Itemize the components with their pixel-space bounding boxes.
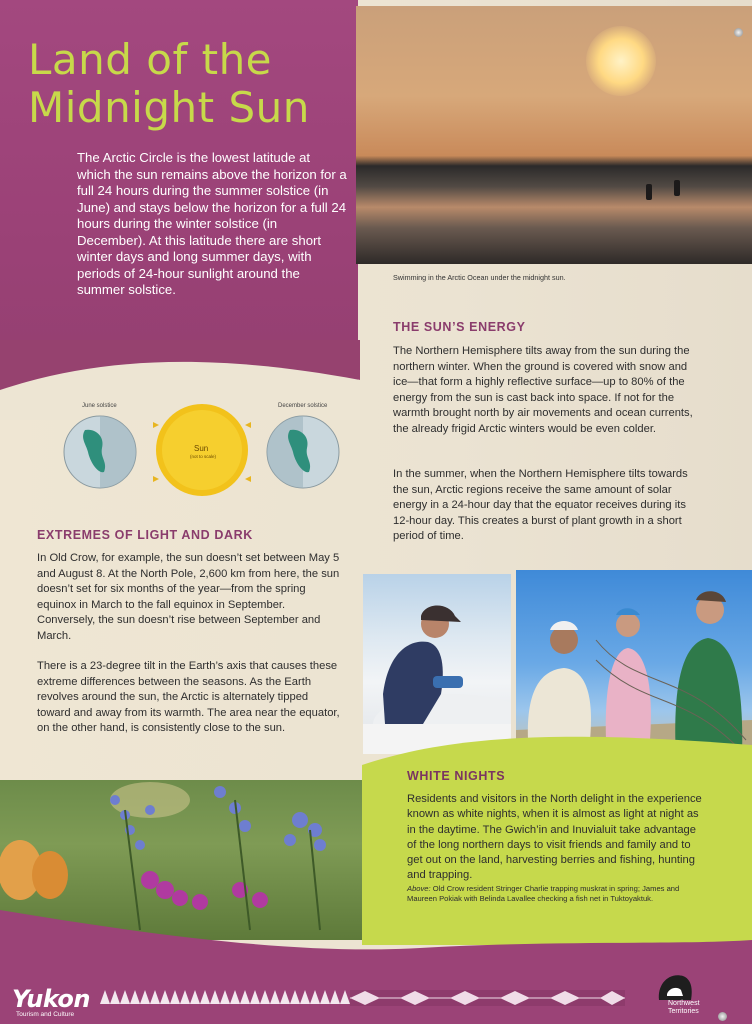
mounting-screw <box>718 1012 727 1021</box>
sun-glow <box>586 26 656 96</box>
suns-energy-paragraph-2: In the summer, when the Northern Hemisphere tilts towards the sun, Arctic regions receive the same amount of solar energy in a 24-hour day that the equator receives during its 12-hour day. This creates a burst of plant growth in a short period of time. <box>393 468 688 542</box>
december-solstice-label: December solstice <box>278 403 328 409</box>
midnight-sun-photo <box>356 6 752 264</box>
intro-paragraph: The Arctic Circle is the lowest latitude at which the sun remains above the horizon for a full 24 hours during the summer solstice (in June) and stays below the horizon for a full 24 hours during the winter solstice (in December). At this latitude there are short winter days and long summer days, with periods of 24-hour sunlight around the summer solstice. <box>77 150 347 297</box>
june-solstice-label: June solstice <box>82 403 117 409</box>
polar-bear-logo-icon <box>655 970 695 1004</box>
sunset-caption: Swimming in the Arctic Ocean under the midnight sun. <box>393 273 566 282</box>
extremes-paragraph-1: In Old Crow, for example, the sun doesn’t set between May 5 and August 8. At the North Pole, 2,600 km from here, the sun doesn’t set for six months of the year—from the spring equinox in March to the fall equinox in September. Conversely, the sun doesn’t rise between September and March. <box>37 552 340 642</box>
caption-text: Old Crow resident Stringer Charlie trapping muskrat in spring; James and Maureen Pokiak with Belinda Lavallee checking a fish net in Tuktoyaktuk. <box>407 884 680 903</box>
title-line-1: Land of the <box>28 35 273 84</box>
sun-sublabel: (not to scale) <box>190 454 217 459</box>
extremes-heading: EXTREMES OF LIGHT AND DARK <box>37 528 253 542</box>
suns-energy-heading: THE SUN’S ENERGY <box>393 320 526 334</box>
mounting-screw <box>734 28 743 37</box>
extremes-paragraph-2: There is a 23-degree tilt in the Earth’s axis that causes these extreme differences between the seasons. As the Earth revolves around the sun, the Arctic is alternately tipped toward and away from its warmth. The area near the equator, on the other hand, is consistently close to the sun. <box>37 660 340 734</box>
swimmer-figure <box>674 180 680 196</box>
yukon-logo: Yukon <box>12 985 91 1013</box>
title-line-2: Midnight Sun <box>28 83 310 132</box>
caption-lead: Above: <box>407 884 431 893</box>
sun-label: Sun <box>194 444 209 453</box>
yukon-logo-subtitle: Tourism and Culture <box>16 1011 75 1018</box>
sign-title <box>28 36 310 132</box>
net-photo-illustration <box>516 570 752 758</box>
nwt-line-2: Territories <box>668 1008 699 1015</box>
fish-net-photo <box>516 570 752 758</box>
swimmer-figure <box>646 184 652 200</box>
decorative-beadwork <box>350 990 625 1006</box>
white-nights-heading: WHITE NIGHTS <box>407 769 506 783</box>
suns-energy-paragraph-1: The Northern Hemisphere tilts away from the sun during the northern winter. When the ground is covered with snow and ice—that form a highly reflective surface—up to 80% of the energy from the sun is cast back into space. If not for the warmth brought north by air movements and ocean currents, the already frigid Arctic winters would be even colder. <box>393 345 693 435</box>
white-nights-paragraph: Residents and visitors in the North delight in the experience known as white nights, when it is almost as light at night as in the daytime. The Gwich’in and Inuvialuit take advantage of the long northern days to visit friends and family and to get out on the land, harvesting berries and fishing, hunting and trapping. <box>407 793 702 882</box>
nwt-logo-text <box>668 1000 738 1016</box>
solstice-diagram <box>60 400 350 510</box>
nwt-line-1: Northwest <box>668 1000 700 1007</box>
muskrat-photo-illustration <box>363 574 511 754</box>
muskrat-trapping-photo <box>363 574 511 754</box>
decorative-zigzag <box>100 990 362 1004</box>
